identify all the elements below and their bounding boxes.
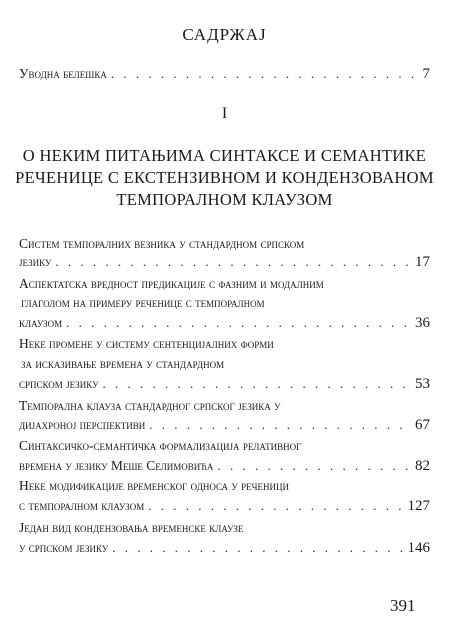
toc-entry-line: језику [19, 254, 52, 269]
toc-entry-last-line [19, 498, 430, 515]
toc-entry-last-line [19, 417, 430, 434]
toc-entry-line: у српском језику [19, 540, 109, 555]
page-folio-number: 391 [390, 596, 416, 615]
leader-dots [66, 315, 411, 331]
toc-entry-line: Један вид кондензовања временске клаузе [19, 520, 244, 535]
toc-page-number: 67 [415, 417, 430, 433]
leader-dots [148, 498, 403, 514]
toc-entry-line: Аспектатска вредност предикације с фазним и модалним [19, 276, 324, 291]
toc-entry-line: Систем темпоралних везника у стандардном српском [19, 236, 305, 251]
part-title-line: О НЕКИМ ПИТАЊИМА СИНТАКСЕ И СЕМАНТИКЕ [22, 146, 427, 165]
toc-entry-line: Неке промене у систему сентенцијалних форми [19, 336, 274, 351]
toc-entry-line: дијахроној перспективи [19, 417, 146, 432]
toc-entry-label: Уводна белешка [19, 66, 107, 81]
page-title: САДРЖАЈ [182, 25, 267, 44]
toc-page-number: 7 [422, 66, 430, 82]
toc-page-number: 53 [415, 376, 430, 392]
toc-entry-line: времена у језику Меше Селимовића [19, 458, 214, 473]
toc-entry-line: Неке модификације временског односа у реченици [19, 478, 289, 493]
leader-dots [217, 458, 411, 474]
toc-entry-line: српском језику [19, 376, 99, 391]
part-number: I [221, 105, 228, 122]
toc-page-number: 17 [415, 254, 430, 270]
toc-entry-line: Синтаксичко-семантичка формализација релативног [19, 438, 302, 453]
toc-entry-intro [19, 66, 430, 83]
toc-page-number: 127 [407, 498, 430, 514]
part-title-line: ТЕМПОРАЛНОМ КЛАУЗОМ [116, 190, 333, 209]
toc-page-number: 146 [407, 540, 430, 556]
leader-dots [112, 540, 403, 556]
toc-entry-line: с темпоралном клаузом [19, 498, 145, 513]
leader-dots [149, 417, 411, 433]
toc-entry-last-line [19, 458, 430, 475]
leader-dots [102, 376, 411, 392]
toc-page-number: 82 [415, 458, 430, 474]
toc-page-number: 36 [415, 315, 430, 331]
toc-entry-last-line [19, 376, 430, 393]
toc-entry-last-line [19, 254, 430, 271]
toc-entry-last-line [19, 315, 430, 332]
leader-dots [111, 66, 419, 82]
toc-entry-line: Темпорална клауза стандардног српског језика у [19, 398, 281, 413]
part-title [0, 145, 449, 211]
leader-dots [55, 254, 411, 270]
part-title-line: РЕЧЕНИЦЕ С ЕКСТЕНЗИВНОМ И КОНДЕНЗОВАНОМ [15, 168, 434, 187]
toc-entry-line: клаузом [19, 315, 63, 330]
toc-entry-line: глаголом на примеру реченице с темпоралном [21, 295, 265, 310]
toc-entry-line: за исказивање времена у стандардном [21, 356, 225, 371]
toc-entry-last-line [19, 540, 430, 557]
